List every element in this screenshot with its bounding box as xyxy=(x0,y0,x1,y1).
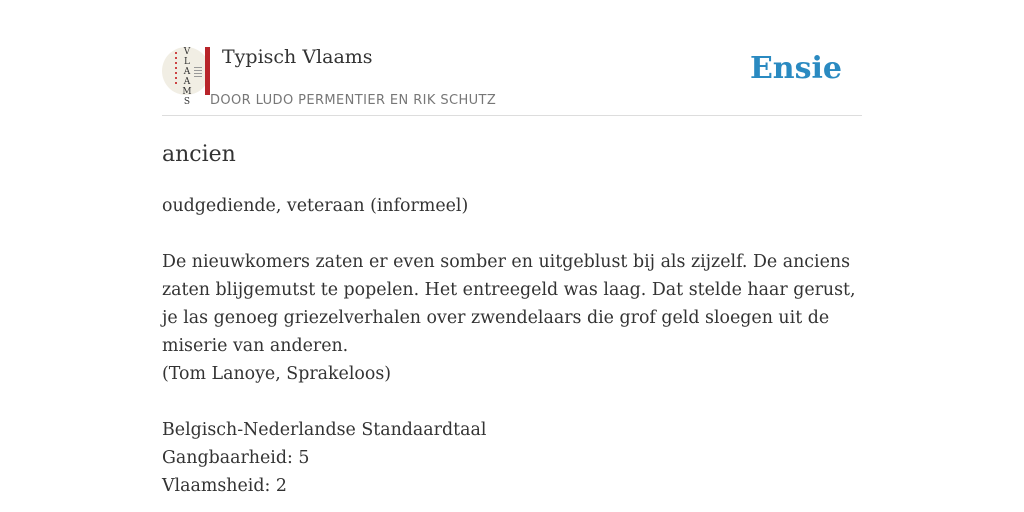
entry-word: ancien xyxy=(162,142,236,167)
dictionary-entry xyxy=(162,139,862,500)
entry-example: De nieuwkomers zaten er even somber en uitgeblust bij als zijzelf. De anciens zaten blijgemutst te popelen. Het entreegeld was laag. Dat stelde haar gerust, je las genoeg griezelverhalen over zwendelaars die grof geld sloegen uit de miserie van anderen. xyxy=(162,252,856,356)
book-cover-logo[interactable] xyxy=(162,47,210,107)
book-authors: DOOR LUDO PERMENTIER EN RIK SCHUTZ xyxy=(210,93,497,108)
entry-vlaamsheid: Vlaamsheid: 2 xyxy=(162,476,287,496)
cover-text-lines xyxy=(194,67,202,77)
cover-red-marks xyxy=(175,52,177,86)
entry-definition: oudgediende, veteraan (informeel) xyxy=(162,196,469,216)
entry-body xyxy=(162,192,862,500)
header xyxy=(162,45,862,116)
book-title[interactable]: Typisch Vlaams xyxy=(222,46,373,68)
ensie-logo[interactable]: Ensie xyxy=(749,51,842,86)
cover-lettering: V L A A M S xyxy=(182,47,192,107)
entry-register: Belgisch-Nederlandse Standaardtaal xyxy=(162,420,487,440)
cover-red-stripe xyxy=(205,47,210,95)
entry-gangbaarheid: Gangbaarheid: 5 xyxy=(162,448,310,468)
entry-source: (Tom Lanoye, Sprakeloos) xyxy=(162,364,392,384)
